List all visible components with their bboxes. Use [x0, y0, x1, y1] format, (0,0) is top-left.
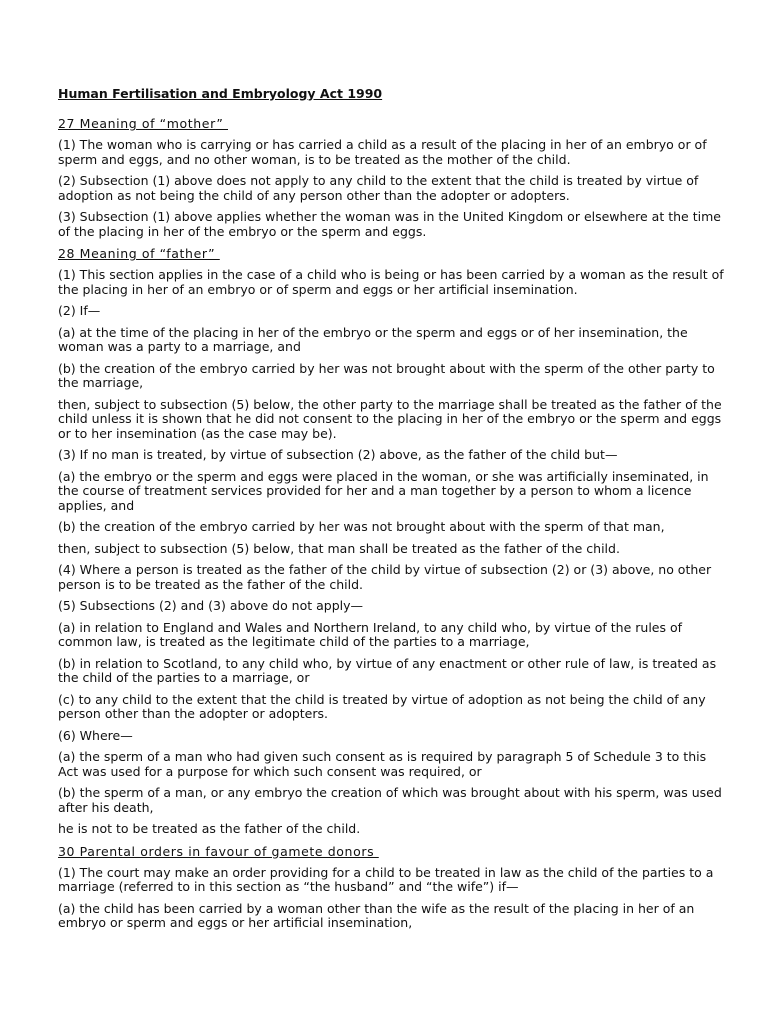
section-27: [58, 116, 728, 239]
paragraph: (1) This section applies in the case of a child who is being or has been carried by a woman as the result of the placing in her of an embryo or of sperm and eggs or her artificial insemination.: [58, 267, 724, 297]
section-28: [58, 246, 728, 837]
paragraph: (a) the embryo or the sperm and eggs were placed in the woman, or she was artificially inseminated, in the course of treatment services provided for her and a man together by a person to whom a licence applies, and: [58, 468, 709, 513]
paragraph: (a) in relation to England and Wales and Northern Ireland, to any child who, by virtue of the rules of common law, is treated as the legitimate child of the parties to a marriage,: [58, 619, 683, 649]
document-page: [58, 86, 728, 938]
section-heading: 28 Meaning of “father”: [58, 246, 220, 261]
paragraph: (a) the sperm of a man who had given such consent as is required by paragraph 5 of Schedule 3 to this Act was used for a purpose for which such consent was required, or: [58, 749, 707, 779]
paragraph: (4) Where a person is treated as the father of the child by virtue of subsection (2) or (3) above, no other person is to be treated as the father of the child.: [58, 562, 712, 592]
paragraph: then, subject to subsection (5) below, that man shall be treated as the father of the child.: [58, 540, 620, 556]
paragraph: he is not to be treated as the father of the child.: [58, 821, 361, 836]
section-heading: 27 Meaning of “mother”: [58, 116, 228, 131]
section-30: [58, 844, 728, 931]
document-title: Human Fertilisation and Embryology Act 1990: [58, 86, 383, 101]
paragraph: (2) If—: [58, 303, 101, 318]
section-heading: 30 Parental orders in favour of gamete donors: [58, 843, 379, 859]
paragraph: (5) Subsections (2) and (3) above do not apply—: [58, 598, 364, 613]
paragraph: (b) the creation of the embryo carried by her was not brought about with the sperm of that man,: [58, 519, 665, 534]
paragraph: (b) in relation to Scotland, to any child who, by virtue of any enactment or other rule of law, is treated as the child of the parties to a marriage, or: [58, 655, 717, 685]
paragraph: (1) The court may make an order providing for a child to be treated in law as the child of the parties to a marriage (referred to in this section as “the husband” and “the wife”) if—: [58, 864, 714, 894]
paragraph: (2) Subsection (1) above does not apply to any child to the extent that the child is treated by virtue of adoption as not being the child of any person other than the adopter or adopters.: [58, 173, 699, 203]
paragraph: (a) at the time of the placing in her of the embryo or the sperm and eggs or of her insemination, the woman was a party to a marriage, and: [58, 324, 688, 354]
paragraph: then, subject to subsection (5) below, the other party to the marriage shall be treated as the father of the child unless it is shown that he did not consent to the placing in her of the embryo or the sperm and eggs or to her insemination (as the case may be).: [58, 396, 722, 441]
paragraph: (3) Subsection (1) above applies whether the woman was in the United Kingdom or elsewhere at the time of the placing in her of the embryo or the sperm and eggs.: [58, 209, 721, 239]
paragraph: (1) The woman who is carrying or has carried a child as a result of the placing in her of an embryo or of sperm and eggs, and no other woman, is to be treated as the mother of the child.: [58, 137, 707, 167]
paragraph: (3) If no man is treated, by virtue of subsection (2) above, as the father of the child but—: [58, 447, 618, 462]
paragraph: (c) to any child to the extent that the child is treated by virtue of adoption as not being the child of any person other than the adopter or adopters.: [58, 691, 706, 721]
paragraph: (b) the sperm of a man, or any embryo the creation of which was brought about with his sperm, was used after his death,: [58, 785, 722, 815]
paragraph: (b) the creation of the embryo carried by her was not brought about with the sperm of the other party to the marriage,: [58, 360, 715, 390]
paragraph: (a) the child has been carried by a woman other than the wife as the result of the placing in her of an embryo or sperm and eggs or her artificial insemination,: [58, 900, 695, 930]
paragraph: (6) Where—: [58, 727, 133, 743]
